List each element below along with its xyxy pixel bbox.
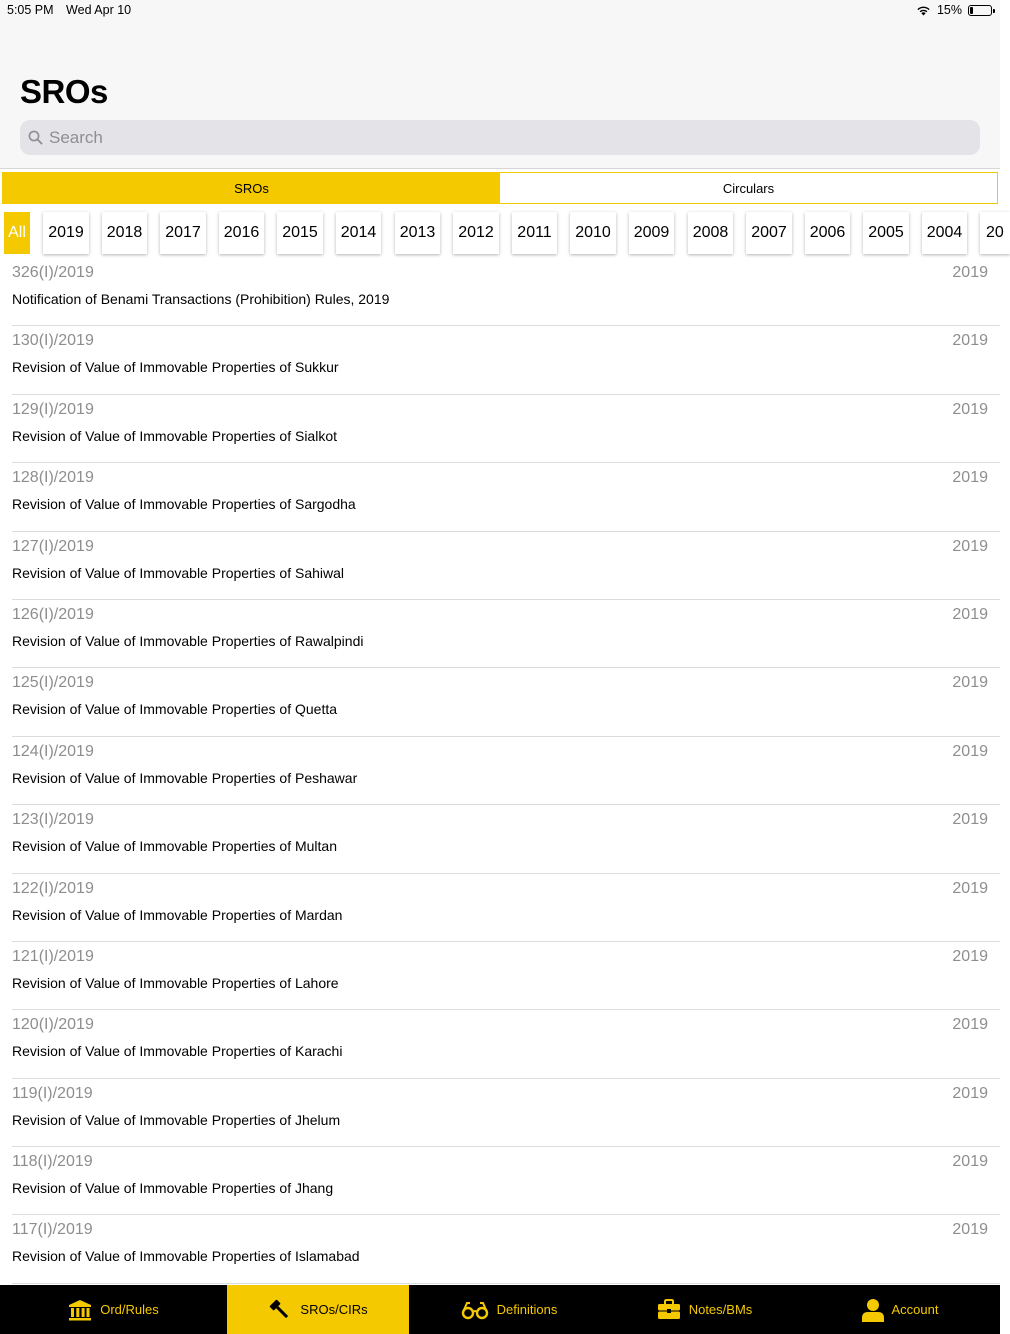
list-item[interactable]	[12, 737, 1000, 805]
year-chip[interactable]: 2005	[863, 212, 909, 254]
year-chip[interactable]: 2014	[336, 212, 381, 254]
page-title: SROs	[20, 73, 108, 110]
sro-number: 117(I)/2019	[12, 1221, 93, 1239]
sro-title: Revision of Value of Immovable Properties of Jhelum	[12, 1111, 341, 1128]
tab-bar	[0, 1285, 1000, 1334]
tab-label: Definitions	[496, 1302, 558, 1317]
sro-title: Revision of Value of Immovable Properties of Multan	[12, 838, 338, 855]
sro-title: Revision of Value of Immovable Properties of Rawalpindi	[12, 632, 364, 649]
segment-circulars[interactable]: Circulars	[722, 180, 775, 196]
battery-fill	[970, 7, 973, 14]
list-item[interactable]	[12, 326, 1000, 394]
year-chip[interactable]: 2004	[922, 212, 967, 254]
year-chip[interactable]: 2016	[219, 212, 264, 254]
user-icon	[862, 1298, 884, 1322]
sro-year: 2019	[952, 605, 988, 623]
battery-icon	[968, 5, 992, 16]
year-chip[interactable]: 2006	[805, 212, 850, 254]
sro-title: Revision of Value of Immovable Properties of Sialkot	[12, 427, 338, 444]
sro-list[interactable]	[0, 258, 1000, 1284]
status-left	[7, 3, 140, 17]
sro-title: Revision of Value of Immovable Properties of Sargodha	[12, 496, 356, 513]
segmented-control	[2, 172, 998, 204]
sro-year: 2019	[952, 879, 988, 897]
year-chip[interactable]: 2015	[277, 212, 323, 254]
sro-number: 121(I)/2019	[12, 947, 94, 965]
list-item[interactable]	[12, 463, 1000, 531]
status-time: 5:05 PM	[7, 3, 54, 17]
sro-title: Revision of Value of Immovable Properties of Karachi	[12, 1043, 343, 1060]
status-date: Wed Apr 10	[66, 3, 132, 17]
list-item[interactable]	[12, 668, 1000, 736]
year-chip[interactable]: 2011	[512, 212, 557, 254]
sro-title: Revision of Value of Immovable Properties of Peshawar	[12, 769, 358, 786]
sro-year: 2019	[952, 264, 988, 281]
sro-number: 122(I)/2019	[12, 879, 94, 897]
navigation-header	[0, 22, 1000, 169]
list-item[interactable]	[12, 532, 1000, 600]
year-chip[interactable]: 2009	[629, 212, 674, 254]
gavel-icon	[268, 1298, 292, 1322]
sro-year: 2019	[952, 1016, 988, 1034]
year-chip-all[interactable]: All	[4, 212, 30, 254]
briefcase-icon	[657, 1299, 681, 1320]
year-chip[interactable]: 20	[980, 212, 1010, 254]
sro-year: 2019	[952, 1084, 988, 1102]
tab-label: Ord/Rules	[100, 1302, 159, 1317]
sro-year: 2019	[952, 811, 988, 829]
sro-year: 2019	[952, 674, 988, 692]
year-chip[interactable]: 2010	[570, 212, 616, 254]
sro-title: Revision of Value of Immovable Properties of Jhang	[12, 1180, 334, 1197]
search-input[interactable]	[49, 128, 949, 148]
sro-number: 124(I)/2019	[12, 742, 94, 760]
sro-year: 2019	[952, 469, 988, 487]
sro-number: 127(I)/2019	[12, 537, 94, 555]
sro-title: Revision of Value of Immovable Properties of Islamabad	[12, 1248, 360, 1265]
year-chip[interactable]: 2013	[395, 212, 440, 254]
year-chip[interactable]: 2008	[688, 212, 733, 254]
tab-label: Account	[891, 1302, 939, 1317]
sro-title: Revision of Value of Immovable Properties of Lahore	[12, 974, 339, 991]
list-item[interactable]	[12, 600, 1000, 668]
list-item[interactable]	[12, 1147, 1000, 1215]
list-item[interactable]	[12, 395, 1000, 463]
list-item[interactable]	[12, 874, 1000, 942]
sro-number: 118(I)/2019	[12, 1153, 93, 1171]
sro-number: 326(I)/2019	[12, 264, 94, 281]
sro-year: 2019	[952, 1153, 988, 1171]
sro-year: 2019	[952, 537, 988, 555]
sro-number: 119(I)/2019	[12, 1084, 93, 1102]
search-bar[interactable]	[20, 120, 980, 155]
sro-title: Notification of Benami Transactions (Prohibition) Rules, 2019	[12, 291, 390, 307]
segment-sros[interactable]: SROs	[3, 173, 500, 203]
list-item[interactable]	[12, 1010, 1000, 1078]
list-item[interactable]	[12, 1215, 1000, 1283]
status-right	[916, 3, 992, 17]
glasses-icon	[461, 1300, 489, 1320]
year-chip[interactable]: 2007	[746, 212, 792, 254]
sro-number: 126(I)/2019	[12, 605, 94, 623]
tab-sros-cirs[interactable]	[227, 1285, 409, 1334]
tab-label: Notes/BMs	[688, 1302, 753, 1317]
battery-percent: 15%	[936, 3, 962, 17]
sro-title: Revision of Value of Immovable Properties of Mardan	[12, 906, 343, 923]
list-item[interactable]	[12, 805, 1000, 873]
sro-title: Revision of Value of Immovable Properties of Quetta	[12, 701, 338, 718]
year-chip[interactable]: 2017	[160, 212, 206, 254]
sro-title: Revision of Value of Immovable Properties of Sahiwal	[12, 564, 345, 581]
sro-number: 129(I)/2019	[12, 400, 94, 418]
sro-number: 123(I)/2019	[12, 811, 94, 829]
sro-year: 2019	[952, 947, 988, 965]
sro-number: 125(I)/2019	[12, 674, 94, 692]
sro-number: 130(I)/2019	[12, 332, 94, 350]
list-item[interactable]	[12, 942, 1000, 1010]
year-filter-strip[interactable]	[0, 210, 1004, 258]
year-chip[interactable]: 2012	[453, 212, 499, 254]
sro-title: Revision of Value of Immovable Properties of Sukkur	[12, 359, 339, 376]
year-chip[interactable]: 2018	[102, 212, 147, 254]
list-item[interactable]	[12, 1079, 1000, 1147]
bank-icon	[68, 1299, 92, 1321]
wifi-icon	[916, 5, 931, 16]
sro-year: 2019	[952, 400, 988, 418]
search-icon	[28, 130, 43, 145]
tab-ord-rules[interactable]	[0, 1285, 227, 1334]
status-bar	[0, 0, 1000, 22]
sro-number: 128(I)/2019	[12, 469, 94, 487]
sro-number: 120(I)/2019	[12, 1016, 94, 1034]
list-item[interactable]	[12, 258, 1000, 326]
year-chip[interactable]: 2019	[43, 212, 89, 254]
tab-label: SROs/CIRs	[300, 1302, 368, 1317]
tab-notes-bms[interactable]	[609, 1285, 800, 1334]
tab-account[interactable]	[800, 1285, 1000, 1334]
sro-year: 2019	[952, 742, 988, 760]
sro-year: 2019	[952, 332, 988, 350]
tab-definitions[interactable]	[409, 1285, 609, 1334]
sro-year: 2019	[952, 1221, 988, 1239]
